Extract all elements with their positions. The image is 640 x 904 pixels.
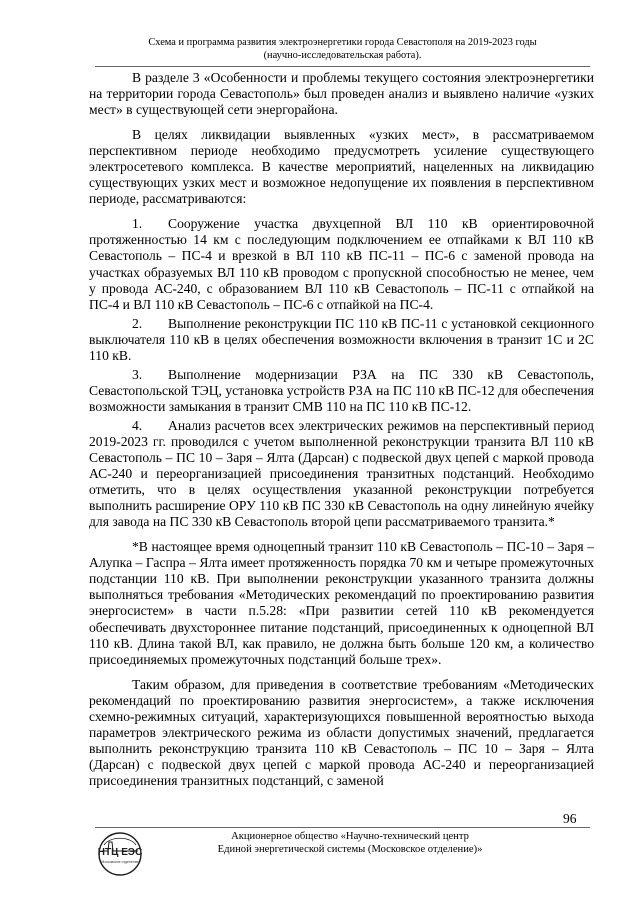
list-item-4-text: Анализ расчетов всех электрических режимов на перспективный период 2019-2023 гг. проводился с учетом выполненной реконструкции транзита ВЛ 110 кВ Севастополь – ПС 10 – Заря – Ялта (Дарсан) с подвеской двух цепей с маркой провода АС-240 и переорганизацией присоединения транзитных подстанций. Необходимо отметить, что в целях осуществления указанной реконструкции потребуется выполнить расширение ОРУ 110 кВ ПС 330 кВ Севастополь на одну линейную ячейку для завода на ПС 330 кВ Севастополь второй цепи рассматриваемого транзита.* [89,417,594,530]
footnote-paragraph: *В настоящее время одноцепный транзит 110 кВ Севастополь – ПС-10 – Заря – Алупка – Гаспра – Ялта имеет протяженность порядка 70 км и четыре промежуточных подстанции 110 кВ. При выполнении реконструкции указанного транзита должны выполняться требования «Методических рекомендаций по проектированию развития энергосистем» в части п.5.28: «При развитии сетей 110 кВ рекомендуется обеспечивать двухстороннее питание подстанций, присоединенных к одноцепной ВЛ 110 кВ. Длина такой ВЛ, как правило, не должна быть больше 120 км, а количество присоединяемых промежуточных подстанций больше трех». [89,539,594,667]
list-item-4 [89,418,594,530]
page-footer [215,830,485,856]
document-body [89,70,594,789]
list-item-3-number: 3. [132,366,143,382]
header-line-1: Схема и программа развития электроэнергетики города Севастополя на 2019-2023 годы [148,37,537,48]
header-line-2: (научно-исследовательская работа). [263,49,422,61]
paragraph-conclusion: Таким образом, для приведения в соответствие требованиям «Методических рекомендаций по проектированию развития энергосистем», а также исключения схемно-режимных ситуаций, характеризующихся повышенной вероятностью выхода параметров электрического режима из области допустимых значений, предлагается выполнить реконструкцию транзита 110 кВ Севастополь – ПС 10 – Заря – Ялта (Дарсан) с подвеской двух цепей с маркой провода АС-240 и переорганизацией присоединения транзитных подстанций, с заменой [89,676,594,788]
paragraph-intro: В разделе 3 «Особенности и проблемы текущего состояния электроэнергетики на территории города Севастополь» был проведен анализ и выявлено наличие «узких мест» в существующей сети энергорайона. [89,70,594,118]
list-item-3 [89,367,594,415]
list-item-4-number: 4. [132,417,143,433]
list-item-2-number: 2. [132,315,143,331]
header-divider [95,66,590,67]
logo-subtext: Московское отделение [101,860,139,864]
page-number: 96 [563,811,577,826]
page-header [95,37,590,62]
logo-text: НТЦ ЕЭС [97,847,143,858]
footer-line-1: Акционерное общество «Научно-технический центр [231,831,469,842]
company-logo [96,830,144,878]
list-item-2 [89,316,594,364]
list-item-2-text: Выполнение реконструкции ПС 110 кВ ПС-11 с установкой секционного выключателя 110 кВ в целях обеспечения возможности включения в транзит 1С и 2С 110 кВ. [89,315,594,363]
list-item-3-text: Выполнение модернизации РЗА на ПС 330 кВ Севастополь, Севастопольской ТЭЦ, установка устройств РЗА на ПС 110 кВ ПС-12 для обеспечения возможности замыкания в транзит СМВ 110 на ПС 110 кВ ПС-12. [89,366,594,414]
paragraph-measures: В целях ликвидации выявленных «узких мест», в рассматриваемом перспективном периоде необходимо предусмотреть усиление существующего электросетевого комплекса. В качестве мероприятий, нацеленных на ликвидацию существующих узких мест и возможное недопущение их появления в перспективном периоде, рассматриваются: [89,127,594,207]
list-item-1-number: 1. [132,216,143,232]
footer-line-2: Единой энергетической системы (Московское отделение)» [217,844,483,855]
list-item-1-text: Сооружение участка двухцепной ВЛ 110 кВ ориентировочной протяженностью 14 км с последующим подключением ее отпайками к ВЛ 110 кВ Севастополь – ПС-4 и врезкой в ВЛ 110 кВ ПС-11 – ПС-6 с заменой провода на участках образуемых ВЛ 110 кВ проводом с пропускной способностью не менее, чем у провода АС-240, с образованием ВЛ 110 кВ Севастополь – ПС-11 с отпайкой на ПС-4 и ВЛ 110 кВ Севастополь – ПС-6 с отпайкой на ПС-4. [89,216,594,312]
footer-divider [95,827,590,828]
list-item-1 [89,216,594,312]
